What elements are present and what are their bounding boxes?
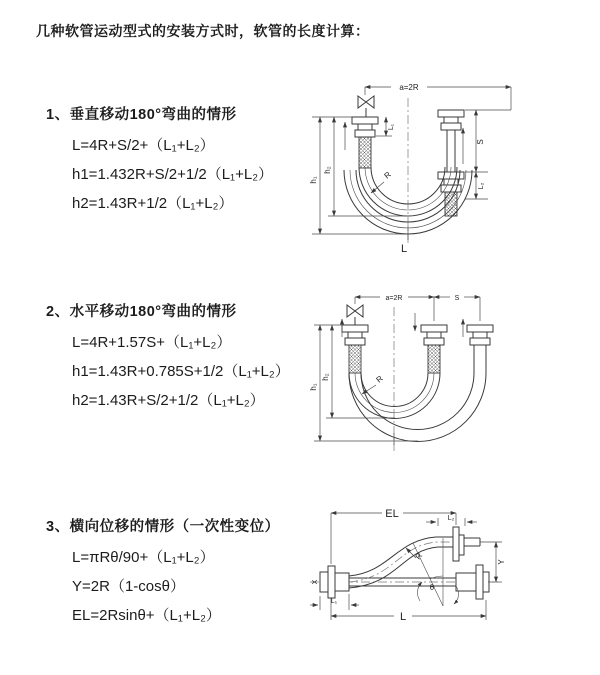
dim-l-label: L xyxy=(400,243,408,255)
section-3-formulas xyxy=(46,543,280,630)
dim-a2r xyxy=(355,295,434,302)
radius-label: R xyxy=(382,169,393,181)
dim-l1-label: L₁ xyxy=(330,598,338,605)
middle-flange xyxy=(421,325,447,373)
diagram-horizontal-180-bend xyxy=(306,283,594,465)
dim-s xyxy=(434,295,480,302)
formula-h1: h1=1.432R+S/2+1/2（L₁+L₂） xyxy=(72,166,274,183)
dim-h1-label: h₁ xyxy=(309,176,318,184)
diagram-3-svg xyxy=(298,498,600,648)
dim-l1-label: L₁ xyxy=(388,123,395,131)
section-1-formulas xyxy=(46,131,273,218)
section-1-heading: 1、垂直移动180°弯曲的情形 xyxy=(46,107,237,123)
formula-y: Y=2R（1-cosθ） xyxy=(72,578,185,595)
dim-s-label: S xyxy=(454,295,460,302)
dim-s xyxy=(465,110,511,172)
braided-hose-section xyxy=(428,345,440,373)
dim-h2-label: h₂ xyxy=(321,373,330,381)
formula-l: L=4R+1.57S+（L₁+L₂） xyxy=(72,334,232,351)
diagram-2-svg xyxy=(306,283,594,465)
hose-u-bend-arcs xyxy=(349,373,486,442)
dim-h2-label: h₂ xyxy=(323,166,332,174)
radius-label: R xyxy=(374,373,385,385)
dim-l2-label: L₂ xyxy=(478,182,485,190)
section-1 xyxy=(46,103,273,218)
formula-h2: h2=1.43R+1/2（L₁+L₂） xyxy=(72,195,234,212)
upper-flange xyxy=(453,527,480,561)
dim-y-label: Y xyxy=(497,559,506,565)
dim-el-label: EL xyxy=(385,508,399,520)
displaced-hose-s-curve xyxy=(349,537,453,588)
angle-theta-label: θ xyxy=(429,583,435,592)
formula-h1: h1=1.43R+0.785S+1/2（L₁+L₂） xyxy=(72,363,290,380)
dim-l-label: L xyxy=(399,611,407,623)
formula-l: L=4R+S/2+（L₁+L₂） xyxy=(72,137,215,154)
length-label xyxy=(401,226,408,255)
dim-a2r-label: a=2R xyxy=(385,295,403,302)
radius-leader xyxy=(362,374,385,394)
formula-el: EL=2Rsinθ+（L₁+L₂） xyxy=(72,607,221,624)
dim-l2 xyxy=(465,172,488,199)
angle-construction xyxy=(413,538,459,606)
right-flange-moved xyxy=(467,325,493,373)
formula-l: L=πRθ/90+（L₁+L₂） xyxy=(72,549,215,566)
dim-l1 xyxy=(376,117,395,136)
section-2-formulas xyxy=(46,328,290,415)
dim-l xyxy=(331,598,486,623)
dim-h1-label: h₁ xyxy=(309,383,318,391)
dim-a2r-label: a=2R xyxy=(399,83,419,92)
braided-hose-section xyxy=(359,137,371,168)
dim-l2-label: L₂ xyxy=(447,515,455,522)
diagram-1-svg xyxy=(298,72,566,260)
dim-l2 xyxy=(426,515,477,526)
dim-a2r xyxy=(365,83,511,110)
section-2-heading: 2、水平移动180°弯曲的情形 xyxy=(46,304,237,320)
right-flange-upper xyxy=(438,110,464,172)
formula-h2: h2=1.43R+S/2+1/2（L₁+L₂） xyxy=(72,392,265,409)
diagram-lateral-displacement xyxy=(298,498,600,648)
section-3 xyxy=(46,515,280,630)
valve-icon xyxy=(358,96,374,117)
diagram-vertical-180-bend xyxy=(298,72,566,260)
page-title: 几种软管运动型式的安装方式时，软管的长度计算： xyxy=(36,23,370,39)
section-3-heading: 3、横向位移的情形（一次性变位） xyxy=(46,519,280,535)
right-flange xyxy=(456,565,489,599)
axis-label: X xyxy=(312,579,319,585)
valve-icon xyxy=(347,305,363,325)
section-2 xyxy=(46,300,290,415)
dim-extension-lines xyxy=(355,297,480,321)
dim-s-label: S xyxy=(476,139,485,145)
left-flange xyxy=(352,117,378,168)
radius-label: R xyxy=(413,551,425,562)
left-flange xyxy=(320,566,349,598)
left-flange xyxy=(342,325,368,373)
braided-hose-section xyxy=(349,345,361,373)
